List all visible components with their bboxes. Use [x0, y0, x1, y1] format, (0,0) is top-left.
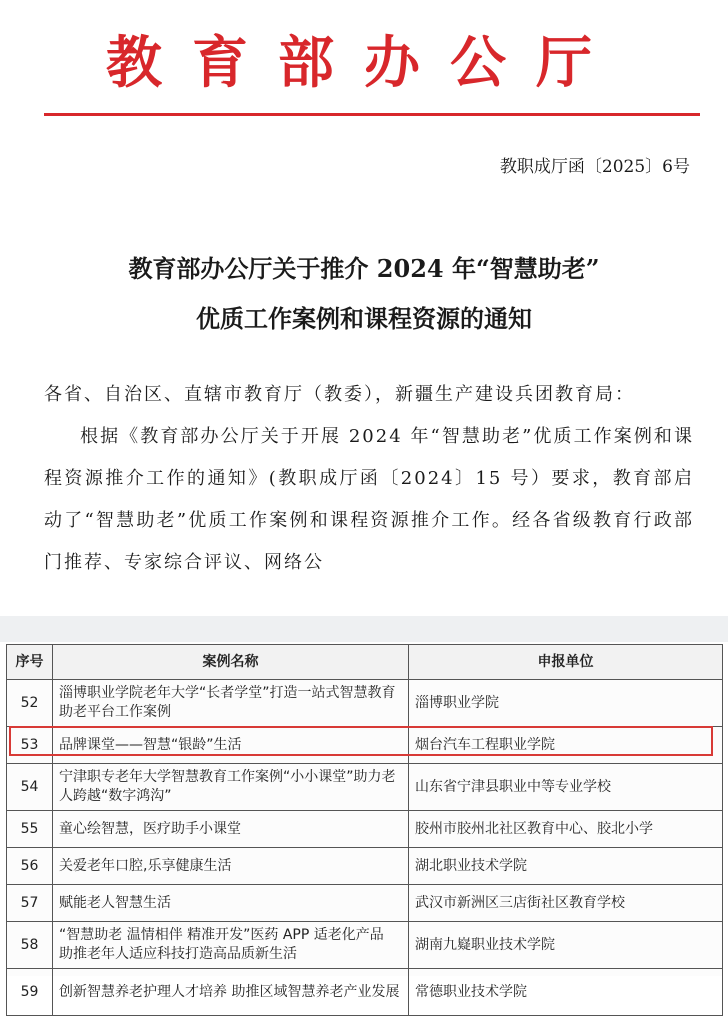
row-unit: 胶州市胶州北社区教育中心、胶北小学: [409, 811, 723, 848]
row-case-name: 淄博职业学院老年大学“长者学堂”打造一站式智慧教育助老平台工作案例: [53, 680, 409, 727]
row-case-name: “智慧助老 温情相伴 精准开发”医药 APP 适老化产品 助推老年人适应科技打造高品质新生活: [53, 922, 409, 969]
table-row: [7, 848, 723, 885]
document-number: 教职成厅函〔2025〕6号: [499, 157, 690, 177]
salutation: 各省、自治区、直辖市教育厅（教委），新疆生产建设兵团教育局：: [44, 384, 635, 405]
section-gap: [0, 616, 728, 642]
table-row: [7, 680, 723, 727]
case-table: [6, 644, 723, 1016]
case-table-container: [6, 644, 722, 1000]
document-body: [44, 374, 694, 584]
table-row: [7, 885, 723, 922]
header-case-name: 案例名称: [53, 645, 409, 680]
masthead: 教育部办公厅: [106, 30, 622, 96]
row-unit: 淄博职业学院: [409, 680, 723, 727]
row-unit: 常德职业技术学院: [409, 969, 723, 1016]
row-case-name: 赋能老人智慧生活: [53, 885, 409, 922]
row-number: 54: [7, 764, 53, 811]
row-unit: 武汉市新洲区三店街社区教育学校: [409, 885, 723, 922]
row-unit: 湖南九嶷职业技术学院: [409, 922, 723, 969]
row-number: 56: [7, 848, 53, 885]
title-line-2: 优质工作案例和课程资源的通知: [196, 304, 532, 333]
row-unit: 湖北职业技术学院: [409, 848, 723, 885]
table-row: [7, 969, 723, 1016]
table-header-row: [7, 645, 723, 680]
row-case-name: 品牌课堂——智慧“银龄”生活: [53, 727, 409, 764]
row-number: 58: [7, 922, 53, 969]
row-unit: 山东省宁津县职业中等专业学校: [409, 764, 723, 811]
title-line-1: 教育部办公厅关于推介 2024 年“智慧助老”: [128, 254, 600, 283]
row-unit: 烟台汽车工程职业学院: [409, 727, 723, 764]
header-number: 序号: [7, 645, 53, 680]
row-case-name: 关爱老年口腔,乐享健康生活: [53, 848, 409, 885]
row-number: 59: [7, 969, 53, 1016]
table-row: [7, 811, 723, 848]
document-title: [0, 244, 728, 344]
table-row: [7, 922, 723, 969]
row-case-name: 童心绘智慧，医疗助手小课堂: [53, 811, 409, 848]
row-case-name: 创新智慧养老护理人才培养 助推区域智慧养老产业发展: [53, 969, 409, 1016]
table-row: [7, 764, 723, 811]
red-divider: [44, 113, 700, 116]
row-number: 53: [7, 727, 53, 764]
header-unit: 申报单位: [409, 645, 723, 680]
row-case-name: 宁津职专老年大学智慧教育工作案例“小小课堂”助力老人跨越“数字鸿沟”: [53, 764, 409, 811]
row-number: 55: [7, 811, 53, 848]
body-paragraph: 根据《教育部办公厅关于开展 2024 年“智慧助老”优质工作案例和课程资源推介工作的通知》(教职成厅函〔2024〕15 号）要求，教育部启动了“智慧助老”优质工作案例和课程资源推介工作。经各省级教育行政部门推荐、专家综合评议、网络公: [44, 426, 694, 573]
row-number: 57: [7, 885, 53, 922]
row-number: 52: [7, 680, 53, 727]
table-row-highlighted: [7, 727, 723, 764]
